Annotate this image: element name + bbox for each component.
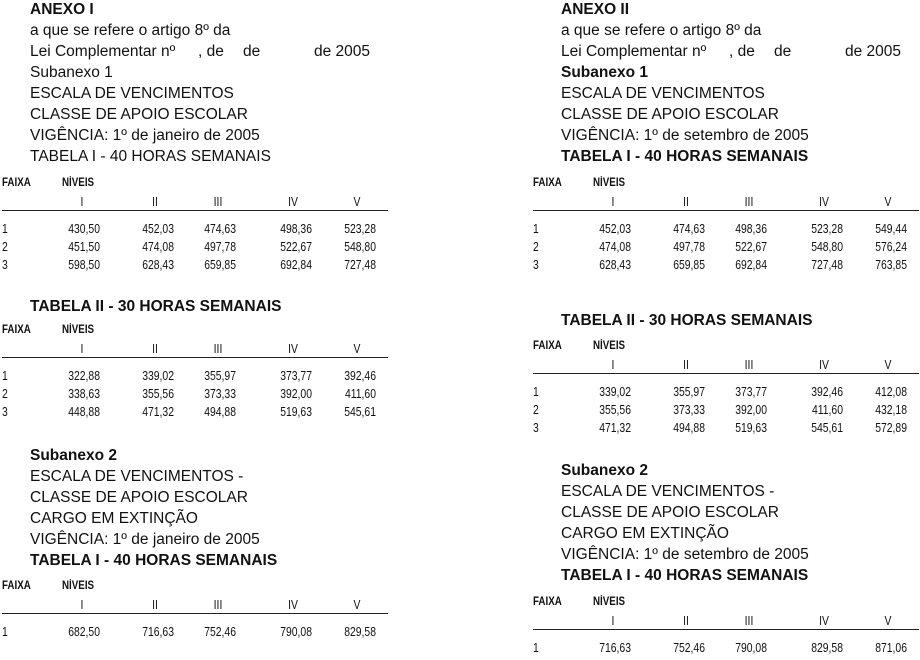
level-header: II (152, 341, 158, 356)
niveis-header: NÍVEIS (62, 580, 95, 592)
table-row (2, 386, 388, 404)
level-header: III (213, 194, 223, 209)
value-cell: 692,84 (280, 257, 312, 272)
value-cell: 790,08 (280, 624, 312, 639)
faixa-cell: 1 (533, 221, 539, 236)
value-cell: 497,78 (204, 239, 236, 254)
value-cell: 452,03 (142, 221, 174, 236)
value-cell: 412,08 (875, 384, 907, 399)
salary-table (2, 324, 388, 428)
table-row (533, 239, 919, 257)
faixa-cell: 1 (533, 640, 539, 655)
faixa-header: FAIXA (533, 177, 562, 189)
value-cell: 471,32 (142, 404, 174, 419)
subannex-title: Subanexo 2 (30, 447, 117, 464)
table-row (533, 402, 919, 420)
value-cell: 373,77 (735, 384, 767, 399)
value-cell: 523,28 (811, 221, 843, 236)
table-row (2, 221, 388, 239)
level-header: V (353, 341, 361, 356)
annex-i-column (2, 0, 382, 660)
table-row (533, 420, 919, 438)
niveis-header: NÍVEIS (62, 177, 95, 189)
level-header: I (80, 597, 84, 612)
value-cell: 829,58 (344, 624, 376, 639)
value-cell: 392,00 (280, 386, 312, 401)
value-cell: 628,43 (142, 257, 174, 272)
faixa-cell: 1 (2, 624, 8, 639)
value-cell: 373,33 (673, 402, 705, 417)
law-reference-text: Lei Complementar nº (561, 43, 707, 60)
annex-reference: a que se refere o artigo 8º da (561, 22, 762, 39)
level-header: V (884, 357, 892, 372)
class-label: CLASSE DE APOIO ESCOLAR (561, 504, 779, 521)
table-row (2, 368, 388, 386)
salary-table (533, 596, 919, 660)
position-label: CARGO EM EXTINÇÃO (561, 525, 729, 542)
law-reference-month: de (774, 43, 792, 60)
law-reference-line (30, 42, 375, 62)
position-label: CARGO EM EXTINÇÃO (30, 510, 198, 527)
value-cell: 474,08 (142, 239, 174, 254)
value-cell: 727,48 (811, 257, 843, 272)
salary-scale-label: ESCALA DE VENCIMENTOS (30, 85, 234, 102)
validity-label: VIGÊNCIA: 1º de setembro de 2005 (561, 546, 809, 563)
value-cell: 790,08 (735, 640, 767, 655)
table-title: TABELA I - 40 HORAS SEMANAIS (561, 148, 809, 165)
value-cell: 339,02 (599, 384, 631, 399)
level-header: I (80, 341, 84, 356)
value-cell: 474,63 (673, 221, 705, 236)
value-cell: 497,78 (673, 239, 705, 254)
level-header: V (353, 597, 361, 612)
subannex-title: Subanexo 2 (561, 462, 648, 479)
value-cell: 392,00 (735, 402, 767, 417)
level-header: I (611, 357, 615, 372)
annex-reference: a que se refere o artigo 8º da (30, 22, 231, 39)
salary-scale-label: ESCALA DE VENCIMENTOS (561, 85, 765, 102)
header-rule (2, 210, 388, 211)
value-cell: 716,63 (599, 640, 631, 655)
level-header: III (744, 357, 754, 372)
salary-table (2, 177, 388, 281)
level-header: IV (288, 597, 298, 612)
annex-title: ANEXO I (30, 1, 94, 18)
value-cell: 659,85 (673, 257, 705, 272)
value-cell: 355,97 (204, 368, 236, 383)
value-cell: 392,46 (811, 384, 843, 399)
faixa-cell: 2 (2, 239, 8, 254)
annex-ii-column (533, 0, 913, 660)
subannex-title: Subanexo 1 (561, 64, 648, 81)
value-cell: 763,85 (875, 257, 907, 272)
value-cell: 339,02 (142, 368, 174, 383)
class-label: CLASSE DE APOIO ESCOLAR (30, 489, 248, 506)
value-cell: 829,58 (811, 640, 843, 655)
faixa-cell: 3 (2, 404, 8, 419)
table-row (2, 624, 388, 642)
level-header: III (744, 613, 754, 628)
table-row (533, 221, 919, 239)
value-cell: 474,08 (599, 239, 631, 254)
value-cell: 716,63 (142, 624, 174, 639)
header-rule (533, 373, 919, 374)
faixa-header: FAIXA (2, 177, 31, 189)
value-cell: 392,46 (344, 368, 376, 383)
level-header: V (884, 194, 892, 209)
value-cell: 373,33 (204, 386, 236, 401)
faixa-cell: 2 (533, 402, 539, 417)
faixa-header: FAIXA (533, 340, 562, 352)
value-cell: 322,88 (68, 368, 100, 383)
law-reference-year: de 2005 (314, 43, 371, 60)
level-header: II (152, 194, 158, 209)
validity-label: VIGÊNCIA: 1º de setembro de 2005 (561, 127, 809, 144)
law-reference-year: de 2005 (845, 43, 902, 60)
table-title: TABELA I - 40 HORAS SEMANAIS (30, 148, 271, 165)
value-cell: 576,24 (875, 239, 907, 254)
header-rule (2, 613, 388, 614)
value-cell: 659,85 (204, 257, 236, 272)
table-row (533, 640, 919, 658)
validity-label: VIGÊNCIA: 1º de janeiro de 2005 (30, 531, 260, 548)
class-label: CLASSE DE APOIO ESCOLAR (30, 106, 248, 123)
value-cell: 451,50 (68, 239, 100, 254)
value-cell: 471,32 (599, 420, 631, 435)
value-cell: 628,43 (599, 257, 631, 272)
value-cell: 548,80 (344, 239, 376, 254)
table-title: TABELA II - 30 HORAS SEMANAIS (30, 298, 282, 315)
value-cell: 522,67 (280, 239, 312, 254)
value-cell: 494,88 (673, 420, 705, 435)
value-cell: 548,80 (811, 239, 843, 254)
annex-title: ANEXO II (561, 1, 630, 18)
salary-scale-label: ESCALA DE VENCIMENTOS - (561, 483, 775, 500)
value-cell: 448,88 (68, 404, 100, 419)
table-title: TABELA I - 40 HORAS SEMANAIS (30, 552, 278, 569)
salary-table (2, 580, 388, 650)
faixa-cell: 2 (2, 386, 8, 401)
law-reference-day: , de (198, 43, 224, 60)
salary-scale-label: ESCALA DE VENCIMENTOS - (30, 468, 244, 485)
value-cell: 752,46 (673, 640, 705, 655)
level-header: IV (819, 194, 829, 209)
level-header: III (213, 597, 223, 612)
value-cell: 572,89 (875, 420, 907, 435)
faixa-cell: 1 (2, 221, 8, 236)
faixa-cell: 2 (533, 239, 539, 254)
level-header: IV (288, 194, 298, 209)
faixa-header: FAIXA (2, 324, 31, 336)
value-cell: 355,56 (142, 386, 174, 401)
level-header: III (744, 194, 754, 209)
faixa-cell: 1 (2, 368, 8, 383)
value-cell: 498,36 (735, 221, 767, 236)
level-header: III (213, 341, 223, 356)
header-rule (2, 357, 388, 358)
value-cell: 338,63 (68, 386, 100, 401)
level-header: IV (819, 613, 829, 628)
value-cell: 519,63 (280, 404, 312, 419)
level-header: I (80, 194, 84, 209)
table-title: TABELA II - 30 HORAS SEMANAIS (561, 312, 813, 329)
law-reference-line (561, 42, 906, 62)
subannex-title: Subanexo 1 (30, 64, 113, 81)
level-header: V (353, 194, 361, 209)
niveis-header: NÍVEIS (593, 177, 626, 189)
value-cell: 523,28 (344, 221, 376, 236)
niveis-header: NÍVEIS (593, 340, 626, 352)
value-cell: 355,56 (599, 402, 631, 417)
value-cell: 411,60 (811, 402, 843, 417)
level-header: II (152, 597, 158, 612)
value-cell: 452,03 (599, 221, 631, 236)
level-header: IV (288, 341, 298, 356)
value-cell: 373,77 (280, 368, 312, 383)
header-rule (533, 629, 919, 630)
value-cell: 519,63 (735, 420, 767, 435)
value-cell: 549,44 (875, 221, 907, 236)
value-cell: 871,06 (875, 640, 907, 655)
value-cell: 598,50 (68, 257, 100, 272)
faixa-header: FAIXA (533, 596, 562, 608)
class-label: CLASSE DE APOIO ESCOLAR (561, 106, 779, 123)
faixa-cell: 3 (533, 257, 539, 272)
law-reference-month: de (243, 43, 261, 60)
law-reference-text: Lei Complementar nº (30, 43, 176, 60)
salary-table (533, 340, 919, 444)
level-header: II (683, 357, 689, 372)
value-cell: 498,36 (280, 221, 312, 236)
value-cell: 522,67 (735, 239, 767, 254)
level-header: I (611, 194, 615, 209)
law-reference-day: , de (729, 43, 755, 60)
header-rule (533, 210, 919, 211)
level-header: I (611, 613, 615, 628)
table-row (2, 404, 388, 422)
table-row (533, 384, 919, 402)
faixa-cell: 1 (533, 384, 539, 399)
niveis-header: NÍVEIS (62, 324, 95, 336)
value-cell: 432,18 (875, 402, 907, 417)
value-cell: 545,61 (344, 404, 376, 419)
value-cell: 545,61 (811, 420, 843, 435)
faixa-header: FAIXA (2, 580, 31, 592)
faixa-cell: 3 (2, 257, 8, 272)
level-header: II (683, 613, 689, 628)
value-cell: 682,50 (68, 624, 100, 639)
table-title: TABELA I - 40 HORAS SEMANAIS (561, 567, 809, 584)
value-cell: 474,63 (204, 221, 236, 236)
niveis-header: NÍVEIS (593, 596, 626, 608)
value-cell: 727,48 (344, 257, 376, 272)
level-header: V (884, 613, 892, 628)
value-cell: 494,88 (204, 404, 236, 419)
value-cell: 692,84 (735, 257, 767, 272)
salary-table (533, 177, 919, 281)
table-row (2, 239, 388, 257)
level-header: II (683, 194, 689, 209)
value-cell: 355,97 (673, 384, 705, 399)
validity-label: VIGÊNCIA: 1º de janeiro de 2005 (30, 127, 260, 144)
table-row (533, 257, 919, 275)
value-cell: 430,50 (68, 221, 100, 236)
level-header: IV (819, 357, 829, 372)
table-row (2, 257, 388, 275)
faixa-cell: 3 (533, 420, 539, 435)
value-cell: 411,60 (344, 386, 376, 401)
value-cell: 752,46 (204, 624, 236, 639)
